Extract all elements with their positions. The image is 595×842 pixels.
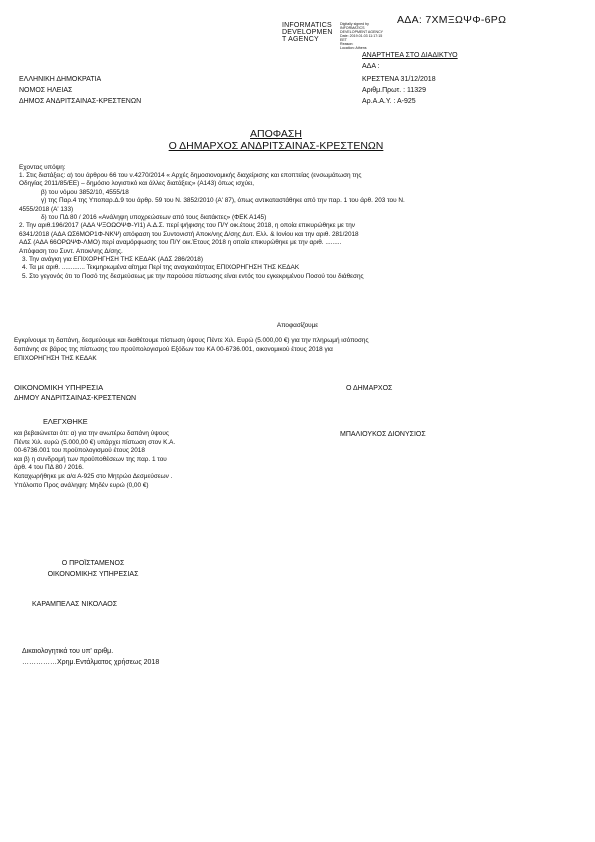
stamp-org-line: T AGENCY: [282, 36, 319, 43]
consideration-line: 4555/2018 (Α' 133): [19, 205, 74, 213]
issuer-line: ΔΗΜΟΣ ΑΝΔΡΙΤΣΑΙΝΑΣ-ΚΡΕΣΤΕΝΩΝ: [19, 98, 142, 105]
finance-certification: [14, 430, 175, 490]
head-of-finance-title: Ο ΠΡΟΪΣΤΑΜΕΝΟΣ: [61, 560, 125, 567]
issuer-line: ΝΟΜΟΣ ΗΛΕΙΑΣ: [19, 87, 73, 94]
stamp-detail-line: Date: 2019.01.03 11:17:15: [340, 34, 383, 38]
consideration-line: Απόφαση του Συντ. Αποκ/νης Δ/σης.: [19, 247, 123, 255]
certification-line: και βεβαιώνεται ότι: α) για την ανωτέρω δαπάνη ύψους: [14, 430, 169, 437]
ada-header: ΑΔΑ: 7ΧΜΞΩΨΦ-6ΡΩ: [397, 14, 507, 26]
consideration-line: δ) του ΠΔ 80 / 2016 «Ανάληψη υποχρεώσεων από τους διατάκτες» (ΦΕΚ Α145): [41, 214, 267, 222]
protocol-number: Αριθμ.Πρωτ. : 11329: [362, 87, 426, 94]
footer-note: [22, 646, 159, 668]
consideration-line: 2. Την αριθ.196/2017 (ΑΔΑ ΨΞΟΩΟΨΦ-ΥΙ1) Α.Δ.Σ. περί ψήφισης του Π/Υ οικ.έτους 2018, η οποία επικυρώθηκε με την: [19, 222, 355, 230]
mayor-title: Ο ΔΗΜΑΡΧΟΣ: [346, 385, 393, 392]
issuer-line: ΕΛΛΗΝΙΚΗ ΔΗΜΟΚΡΑΤΙΑ: [19, 76, 102, 83]
consideration-line: Οδηγίας 2011/85/ΕΕ) – δημόσιο λογιστικό και άλλες διατάξεις» (Α143) όπως ισχύει,: [19, 180, 255, 188]
stamp-org-line: INFORMATICS: [282, 22, 332, 29]
consideration-line: 4. Τα με αριθ. ............. Τεκμηριωμένα αίτημα Περί της αναγκαιότητας ΕΠΙΧΟΡΗΓΗΣΗ ΤΗΣ ΚΕΔΑΚ: [22, 264, 300, 272]
issuer-block: [19, 74, 141, 107]
certification-line: και β) η συνδρομή των προϋποθέσεων της παρ. 1 του: [14, 455, 167, 463]
stamp-detail-line: EET: [340, 38, 347, 42]
consideration-line: 1. Στις διατάξεις: α) του άρθρου 66 του ν.4270/2014 « Αρχές δημοσιονομικής διαχείρισης και εποπτείας (ενσωμάτωση της: [19, 172, 362, 179]
certification-line: Καταχωρήθηκε με α/α Α-925 στο Μητρώο Δεσμεύσεων .: [14, 472, 173, 480]
document-title: [0, 128, 552, 152]
consideration-line: β) του νόμου 3852/10, 4555/18: [41, 188, 129, 196]
publish-box-title: ΑΝΑΡΤΗΤΕΑ ΣΤΟ ΔΙΑΔΙΚΤΥΟ: [362, 52, 458, 59]
decision-line: δαπάνης σε βάρος της πίστωσης του προϋπολογισμού Εξόδων του ΚΑ 00-6736.001, οικονομικού έτους 2018 για: [14, 346, 333, 353]
title-line-mayor: Ο ΔΗΜΑΡΧΟΣ ΑΝΔΡΙΤΣΑΙΝΑΣ-ΚΡΕΣΤΕΝΩΝ: [168, 140, 384, 152]
finance-service-heading: [14, 383, 136, 405]
finance-service-municipality: ΔΗΜΟΥ ΑΝΔΡΙΤΣΑΙΝΑΣ-ΚΡΕΣΤΕΝΩΝ: [14, 395, 137, 402]
aay-number: Αρ.Α.Α.Υ. : Α-925: [362, 98, 416, 105]
title-line-decision: ΑΠΟΦΑΣΗ: [250, 128, 302, 140]
footer-line: Δικαιολογητικά του υπ' αριθμ.: [22, 648, 114, 655]
head-of-finance: [28, 558, 158, 580]
decide-heading: Αποφασίζουμε: [276, 322, 319, 329]
publish-box: [362, 52, 458, 71]
stamp-detail-line: Reason:: [340, 42, 354, 46]
stamp-detail-line: INFORMATICS: [340, 26, 365, 30]
consideration-line: 5. Στο γεγονός ότι το Ποσό της δεσμεύσεως με την παρούσα πίστωσης είναι εντός του εγκεκριμένου Ποσού του διάθεσης: [22, 272, 364, 280]
consideration-line: γ) της Παρ.4 της Υποπαρ.Δ.9 του άρθρ. 59 του Ν. 3852/2010 (Α' 87), όπως αντικαταστάθηκε από την παρ. 1 του άρθ. 203 του Ν.: [41, 197, 405, 205]
signature-stamp-details: [340, 22, 383, 50]
document-date: ΚΡΕΣΤΕΝΑ 31/12/2018: [362, 76, 436, 83]
stamp-detail-line: DEVELOPMENT AGENCY: [340, 30, 384, 34]
stamp-detail-line: Location: Athens: [340, 46, 367, 50]
consideration-line: 3. Την ανάγκη για ΕΠΙΧΟΡΗΓΗΣΗ ΤΗΣ ΚΕΔΑΚ (ΑΔΣ 286/2018): [22, 256, 203, 264]
certification-line: Υπόλοιπο Προς ανάληψη: Μηδέν ευρώ (0,00 €): [14, 481, 149, 489]
reference-block: [362, 74, 436, 107]
mayor-name: ΜΠΑΛΙΟΥΚΟΣ ΔΙΟΝΥΣΙΟΣ: [340, 431, 426, 438]
consideration-line: 6341/2018 (ΑΔΑ ΩΣ6ΜΟΡ1Φ-ΝΚΨ) απόφαση του Συντονιστή Αποκ/νης Δ/σης Δυτ. Ελλ. & Ιονίου και την αριθ. 281/2018: [19, 230, 359, 238]
footer-line: ……………Χρημ.Εντάλματος χρήσεως 2018: [22, 659, 160, 666]
stamp-org-line: DEVELOPMEN: [282, 29, 333, 36]
publish-box-ada: ΑΔΑ :: [362, 63, 380, 70]
certification-line: Πέντε Χιλ. ευρώ (5.000,00 €) υπάρχει πίστωση στον Κ.Α.: [14, 438, 176, 446]
signature-stamp-org: [282, 22, 333, 43]
decision-line: Εγκρίνουμε τη δαπάνη, δεσμεύουμε και διαθέτουμε πίστωση ύψους Πέντε Χιλ. Ευρώ (5.000,00 €) για την πληρωμή ισόποσης: [14, 337, 369, 344]
certification-line: άρθ. 4 του ΠΔ 80 / 2016.: [14, 464, 84, 472]
head-of-finance-name: ΚΑΡΑΜΠΕΛΑΣ ΝΙΚΟΛΑΟΣ: [32, 601, 118, 608]
decision-line: ΕΠΙΧΟΡΗΓΗΣΗ ΤΗΣ ΚΕΔΑΚ: [14, 355, 97, 362]
consideration-line: ΑΔΣ (ΑΔΑ 66ΟΡΩΨΦ-ΛΜΟ) περί αναμόρφωσης του Π/Υ οικ.Έτους 2018 η οποία επικυρώθηκε με την αριθ. .........: [19, 239, 342, 247]
decision-text: [14, 336, 369, 363]
head-of-finance-subtitle: ΟΙΚΟΝΟΜΙΚΗΣ ΥΠΗΡΕΣΙΑΣ: [47, 571, 139, 578]
considerations-intro: Εχοντας υπόψη:: [19, 164, 66, 171]
checked-heading: ΕΛΕΓΧΘΗΚΕ: [43, 417, 88, 426]
considerations-list: [19, 172, 405, 281]
stamp-detail-line: Digitally signed by: [340, 22, 369, 26]
certification-line: 00-6736.001 του προϋπολογισμού έτους 2018: [14, 447, 145, 455]
finance-service-title: ΟΙΚΟΝΟΜΙΚΗ ΥΠΗΡΕΣΙΑ: [14, 383, 104, 392]
